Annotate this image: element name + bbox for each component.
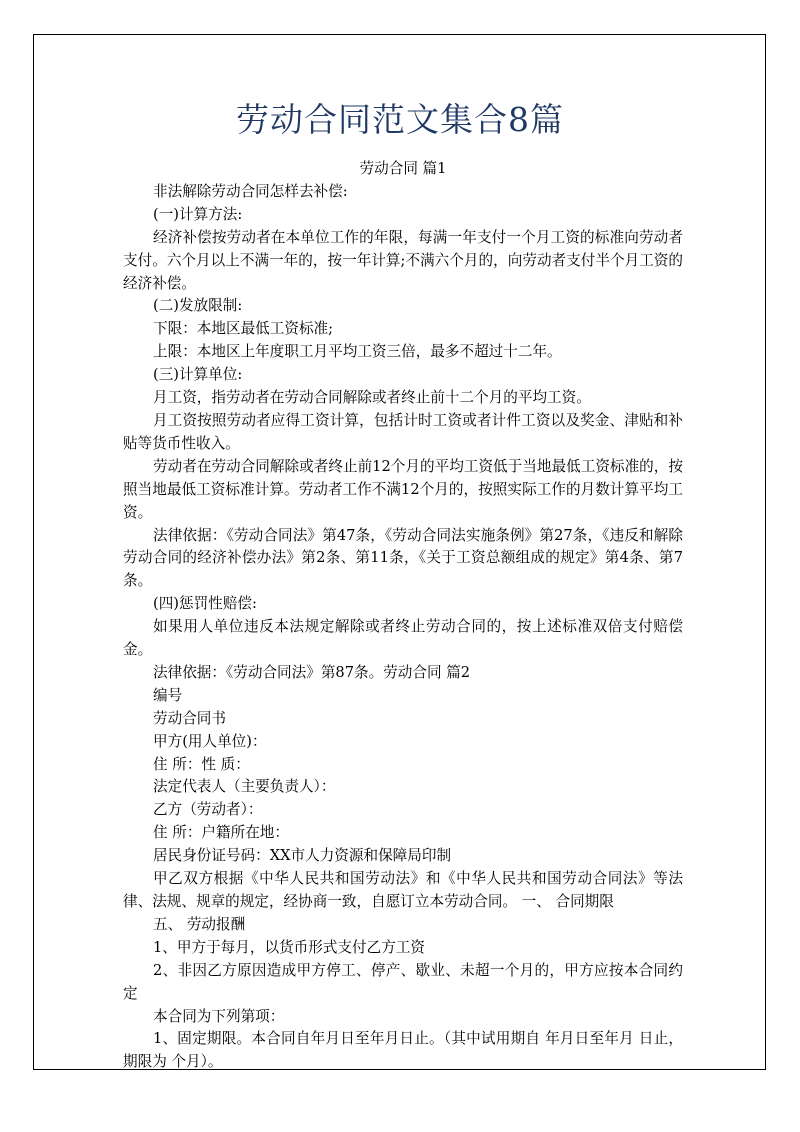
paragraph: 1、固定期限。本合同自年月日至年月日止。（其中试用期自 年月日至年月 日止，期限为 个月）。 [123, 1030, 683, 1071]
paragraph: 下限：本地区最低工资标准; [153, 320, 334, 338]
paragraph: 编号 [153, 686, 183, 704]
paragraph: 乙方（劳动者）： [153, 801, 263, 819]
document-body [123, 158, 683, 1074]
paragraph: (四)惩罚性赔偿: [153, 595, 257, 613]
section-heading: 劳动合同 篇1 [359, 160, 447, 177]
paragraph: 法律依据：《劳动合同法》第47条，《劳动合同法实施条例》第27条，《违反和解除劳动合同的经济补偿办法》第2条、第11条，《关于工资总额组成的规定》第4条、第7条。 [123, 526, 683, 590]
paragraph: 法定代表人（主要负责人）： [153, 778, 336, 796]
paragraph: 甲方(用人单位)： [153, 732, 267, 750]
paragraph: (二)发放限制: [153, 297, 243, 315]
paragraph: 劳动者在劳动合同解除或者终止前12个月的平均工资低于当地最低工资标准的，按照当地最低工资标准计算。劳动者工作不满12个月的，按照实际工作的月数计算平均工资。 [123, 457, 683, 521]
paragraph: 2、非因乙方原因造成甲方停工、停产、歇业、未超一个月的，甲方应按本合同约定 [123, 961, 683, 1002]
paragraph: 本合同为下列第项： [153, 1007, 285, 1025]
paragraph: 住 所：户籍所在地： [153, 824, 289, 842]
paragraph: 居民身份证号码：XX市人力资源和保障局印制 [153, 847, 452, 865]
paragraph: 劳动合同书 [153, 709, 226, 727]
paragraph: 上限：本地区上年度职工月平均工资三倍，最多不超过十二年。 [153, 343, 562, 361]
paragraph: 月工资，指劳动者在劳动合同解除或者终止前十二个月的平均工资。 [153, 389, 591, 407]
paragraph: (三)计算单位: [153, 366, 243, 384]
paragraph: 月工资按照劳动者应得工资计算，包括计时工资或者计件工资以及奖金、津贴和补贴等货币性收入。 [123, 411, 683, 452]
paragraph: 五、 劳动报酬 [153, 915, 246, 933]
paragraph: 法律依据：《劳动合同法》第87条。劳动合同 篇2 [153, 663, 471, 681]
paragraph: 经济补偿按劳动者在本单位工作的年限，每满一年支付一个月工资的标准向劳动者支付。六个月以上不满一年的，按一年计算;不满六个月的，向劳动者支付半个月工资的经济补偿。 [123, 228, 683, 292]
document-title: 劳动合同范文集合8篇 [236, 100, 564, 139]
paragraph: 甲乙双方根据《中华人民共和国劳动法》和《中华人民共和国劳动合同法》等法律、法规、规章的规定，经协商一致，自愿订立本劳动合同。 一、 合同期限 [123, 870, 683, 910]
paragraph: 如果用人单位违反本法规定解除或者终止劳动合同的，按上述标准双倍支付赔偿金。 [123, 618, 683, 659]
paragraph: 住 所：性 质： [153, 755, 250, 773]
paragraph: 非法解除劳动合同怎样去补偿: [153, 182, 348, 200]
paragraph: (一)计算方法: [153, 205, 243, 223]
paragraph: 1、甲方于每月，以货币形式支付乙方工资 [153, 938, 425, 956]
